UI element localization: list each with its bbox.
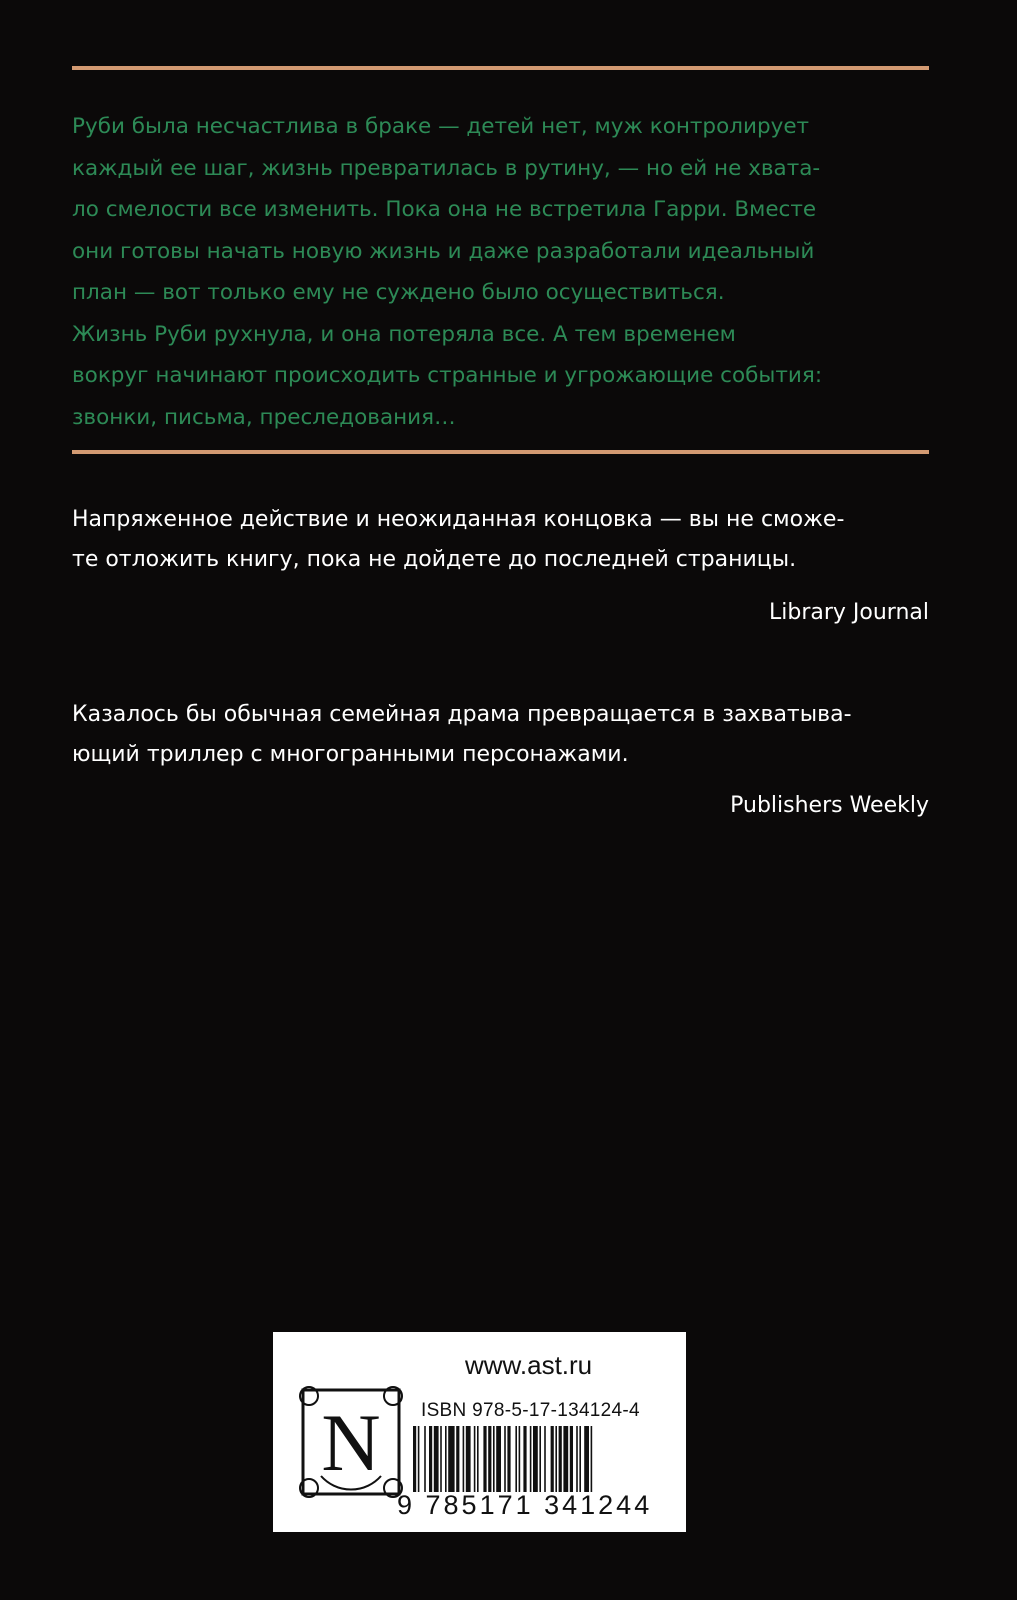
synopsis-line: каждый ее шаг, жизнь превратилась в рутину, — но ей не хвата- [72, 155, 821, 181]
barcode-stripe [539, 1426, 541, 1492]
barcode-stripe [483, 1426, 486, 1492]
barcode-stripe [434, 1426, 439, 1492]
synopsis-line: план — вот только ему не суждено было осуществиться. [72, 280, 725, 305]
barcode-stripe [448, 1426, 454, 1492]
barcode-stripe [579, 1426, 581, 1492]
barcode-stripe [530, 1426, 532, 1492]
barcode-stripe [493, 1426, 495, 1492]
quote-line: Казалось бы обычная семейная драма превращается в захватыва- [72, 702, 852, 727]
barcode [413, 1426, 665, 1492]
barcode-stripe [591, 1426, 593, 1492]
barcode-stripe [563, 1426, 568, 1492]
barcode-stripe [515, 1426, 517, 1492]
barcode-stripe [488, 1426, 491, 1492]
logo-letter: N [321, 1397, 381, 1488]
barcode-stripe [559, 1426, 562, 1492]
barcode-stripe [533, 1426, 538, 1492]
barcode-stripe [507, 1426, 510, 1492]
isbn-label: ISBN 978-5-17-134124-4 [421, 1400, 640, 1421]
bottom-divider [72, 450, 929, 454]
barcode-stripe [418, 1426, 420, 1492]
barcode-stripe [570, 1426, 573, 1492]
barcode-panel [273, 1332, 686, 1532]
synopsis-line: звонки, письма, преследования… [72, 404, 456, 430]
barcode-stripe [544, 1426, 546, 1492]
review-quote-1 [72, 500, 929, 580]
barcode-stripe [474, 1426, 476, 1492]
review-source-2: Publishers Weekly [730, 793, 929, 818]
top-divider [72, 66, 929, 70]
barcode-stripe [584, 1426, 589, 1492]
barcode-digits: 9 785171 341244 [397, 1490, 653, 1520]
barcode-stripe [477, 1426, 479, 1492]
barcode-stripe [496, 1426, 501, 1492]
review-quote-2 [72, 695, 929, 775]
review-source-1: Library Journal [768, 600, 929, 625]
synopsis-line: вокруг начинают происходить странные и угрожающие события: [72, 363, 823, 388]
quote-line: те отложить книгу, пока не дойдете до последней страницы. [72, 547, 797, 572]
barcode-stripe [504, 1426, 506, 1492]
synopsis-line: они готовы начать новую жизнь и даже разработали идеальный [72, 238, 815, 264]
barcode-stripe [445, 1426, 447, 1492]
barcode-stripe [440, 1426, 442, 1492]
barcode-stripe [519, 1426, 521, 1492]
barcode-stripe [413, 1426, 416, 1492]
quote-line: ющий триллер с многогранными персонажами. [72, 742, 629, 767]
synopsis-line: Жизнь Руби рухнула, и она потеряла все. А тем временем [72, 321, 736, 347]
quote-line: Напряженное действие и неожиданная концовка — вы не сможе- [72, 507, 845, 532]
barcode-stripe [456, 1426, 459, 1492]
barcode-stripe [429, 1426, 432, 1492]
synopsis-line: ло смелости все изменить. Пока она не встретила Гарри. Вместе [72, 197, 817, 222]
barcode-stripe [523, 1426, 526, 1492]
synopsis-line: Руби была несчастлива в браке — детей нет, муж контролирует [72, 114, 810, 139]
publisher-url: www.ast.ru [465, 1350, 593, 1380]
barcode-stripe [555, 1426, 557, 1492]
barcode-stripe [551, 1426, 554, 1492]
barcode-stripe [576, 1426, 578, 1492]
barcode-stripe [466, 1426, 471, 1492]
barcode-stripe [424, 1426, 426, 1492]
publisher-logo [299, 1386, 403, 1498]
synopsis [72, 106, 929, 438]
barcode-stripe [463, 1426, 465, 1492]
